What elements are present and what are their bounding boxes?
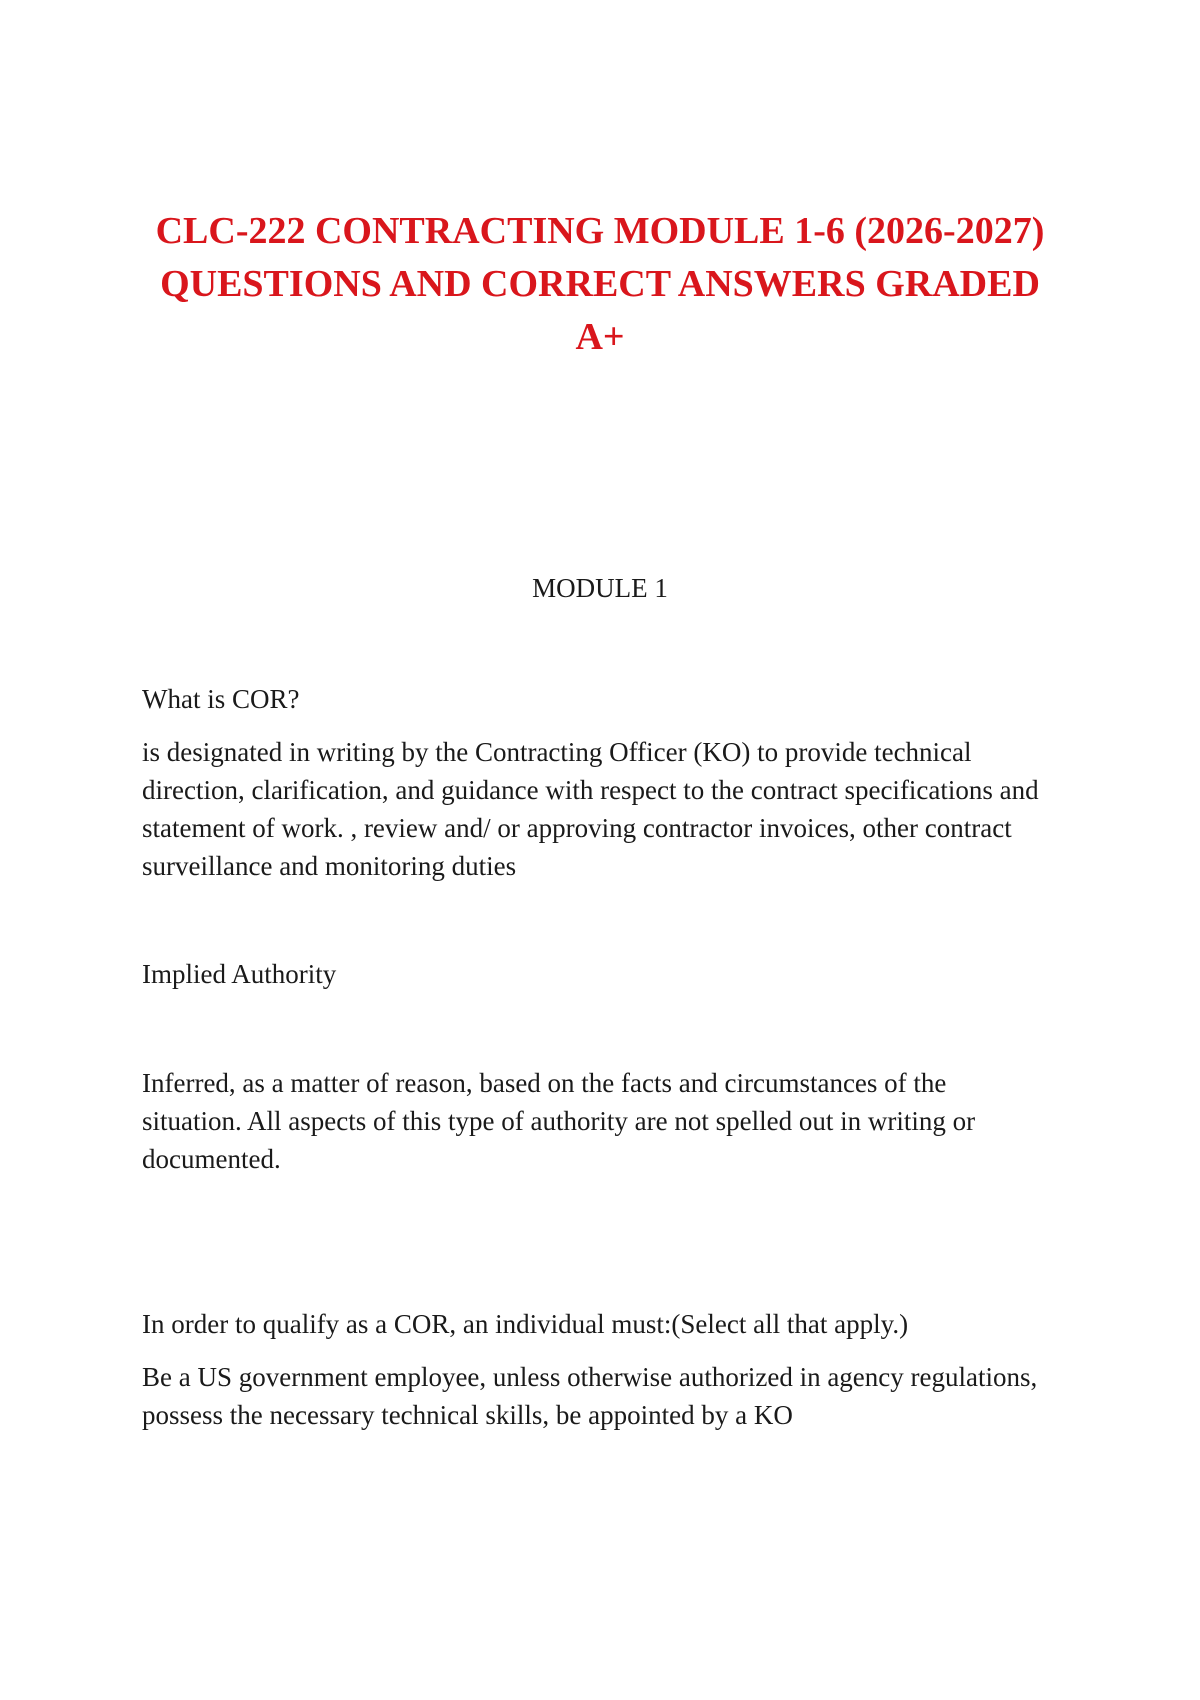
answer-text bbox=[142, 1358, 1082, 1434]
answer-line: is designated in writing by the Contracting Officer (KO) to provide technical bbox=[142, 737, 972, 767]
title-line: A+ bbox=[575, 316, 625, 358]
answer-line: documented. bbox=[142, 1144, 281, 1174]
title-line: QUESTIONS AND CORRECT ANSWERS GRADED bbox=[160, 263, 1040, 305]
answer-text bbox=[142, 1064, 1082, 1178]
answer-line: situation. All aspects of this type of authority are not spelled out in writing or bbox=[142, 1106, 976, 1136]
answer-line: Inferred, as a matter of reason, based on the facts and circumstances of the bbox=[142, 1068, 947, 1098]
question-text bbox=[142, 955, 1082, 993]
question-line: Implied Authority bbox=[142, 959, 337, 989]
document-title bbox=[120, 205, 1080, 364]
answer-line: possess the necessary technical skills, be appointed by a KO bbox=[142, 1400, 793, 1430]
answer-line: statement of work. , review and/ or approving contractor invoices, other contract bbox=[142, 813, 1012, 843]
module-heading: MODULE 1 bbox=[532, 573, 668, 603]
question-line: What is COR? bbox=[142, 684, 300, 714]
question-text bbox=[142, 680, 1082, 718]
answer-line: Be a US government employee, unless otherwise authorized in agency regulations, bbox=[142, 1362, 1038, 1392]
answer-line: surveillance and monitoring duties bbox=[142, 851, 517, 881]
question-text bbox=[142, 1305, 1082, 1343]
question-line: In order to qualify as a COR, an individual must:(Select all that apply.) bbox=[142, 1309, 909, 1339]
title-line: CLC-222 CONTRACTING MODULE 1-6 (2026-2027) bbox=[155, 210, 1045, 252]
answer-line: direction, clarification, and guidance with respect to the contract specifications and bbox=[142, 775, 1039, 805]
answer-text bbox=[142, 733, 1082, 885]
